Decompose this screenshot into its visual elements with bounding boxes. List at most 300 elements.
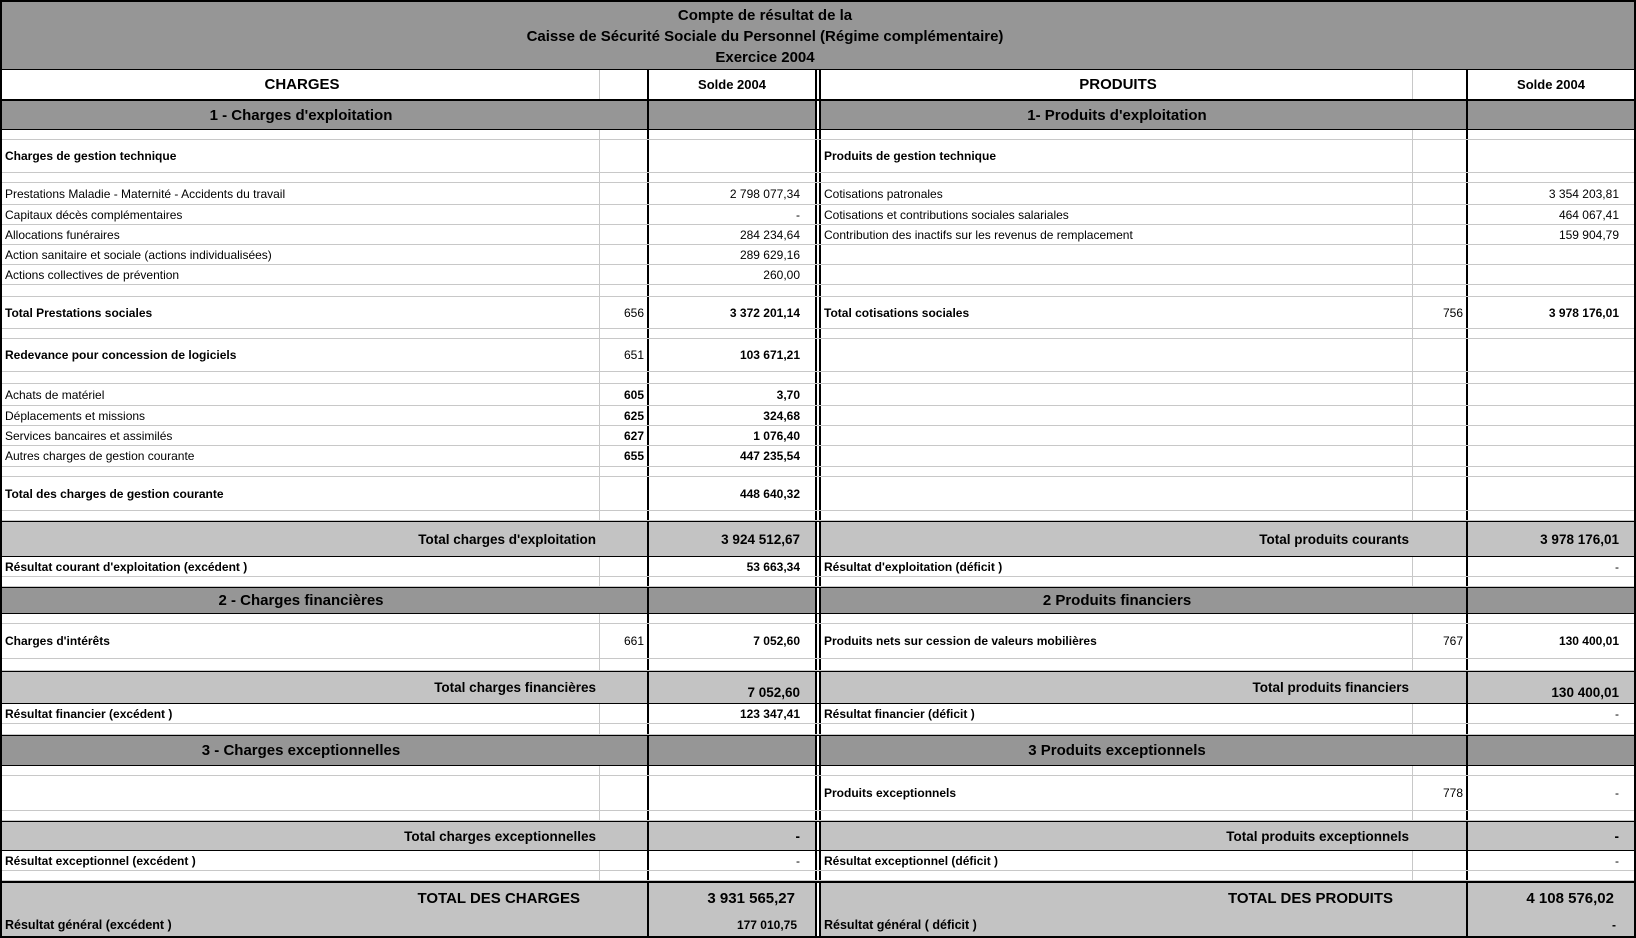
line-item-row: [2, 557, 1634, 577]
grand-result-line: [821, 914, 1634, 936]
amount-value: -: [647, 851, 815, 870]
subtotal-value: -: [647, 822, 815, 850]
subtotal-label: Total produits courants: [1259, 531, 1409, 547]
account-code: [1413, 140, 1466, 172]
line-item-label: [821, 329, 1413, 338]
line-item-label: Total cotisations sociales: [821, 297, 1413, 328]
charges-half: [2, 265, 815, 284]
amount-value: -: [1466, 776, 1634, 810]
line-item-label: [2, 173, 600, 182]
amount-value: 260,00: [647, 265, 815, 284]
report-title: [2, 2, 1634, 70]
amount-value: [647, 577, 815, 586]
spacer-row: [2, 329, 1634, 339]
line-item-row: [2, 297, 1634, 329]
subtotal-value: 7 052,60: [647, 672, 815, 703]
amount-value: [647, 811, 815, 820]
amount-value: 464 067,41: [1466, 205, 1634, 224]
line-item-label: [821, 130, 1413, 139]
account-code: [600, 477, 647, 510]
charges-half: [2, 101, 815, 129]
amount-value: [1466, 766, 1634, 775]
account-code: 651: [623, 348, 644, 362]
account-code: [1413, 245, 1466, 264]
charges-half: [2, 173, 815, 182]
amount-value: [1466, 406, 1634, 425]
amount-value: [647, 776, 815, 810]
line-item-label: [2, 372, 600, 383]
line-item-label: [821, 871, 1413, 880]
grand-total-line: [821, 883, 1634, 914]
account-code: [1413, 183, 1466, 204]
produits-half: [821, 577, 1634, 586]
spacer-row: [2, 130, 1634, 140]
line-item-label: [821, 245, 1413, 264]
line-item-label: [2, 511, 600, 520]
produits-half: [821, 822, 1634, 850]
grand-result-value: 177 010,75: [647, 914, 815, 936]
produits-half: [821, 557, 1634, 576]
line-item-label: [2, 577, 600, 586]
section-value-cell: [1466, 101, 1634, 129]
produits-half: [821, 70, 1634, 99]
line-item-row: [2, 225, 1634, 245]
account-code: [1413, 704, 1466, 723]
grand-result-label: Résultat général ( déficit ): [824, 917, 977, 932]
spacer-row: [2, 577, 1634, 587]
grand-total-line: [2, 883, 815, 914]
line-item-row: [2, 624, 1634, 659]
account-code: 627: [623, 428, 644, 443]
grand-result-line: [2, 914, 815, 936]
account-code: 756: [1442, 305, 1463, 320]
section-title: 2 - Charges financières: [218, 592, 384, 609]
charges-half: [2, 406, 815, 425]
line-item-label: Actions collectives de prévention: [2, 265, 600, 284]
amount-value: [1466, 285, 1634, 296]
account-code: [1413, 426, 1466, 445]
account-code: [600, 724, 647, 734]
account-code: [1413, 130, 1466, 139]
produits-half: [821, 883, 1634, 936]
amount-value: 159 904,79: [1466, 225, 1634, 244]
amount-value: [1466, 245, 1634, 264]
account-code: [600, 577, 647, 586]
line-item-row: [2, 406, 1634, 426]
amount-value: [647, 659, 815, 670]
account-code: [1413, 329, 1466, 338]
subtotal-label: Total charges exceptionnelles: [404, 828, 596, 844]
account-code-header-cell: [1413, 70, 1466, 99]
produits-half: [821, 173, 1634, 182]
produits-half: [821, 659, 1634, 670]
account-code: [1413, 205, 1466, 224]
produits-half: [821, 776, 1634, 810]
account-code: [1413, 811, 1466, 820]
amount-value: [1466, 426, 1634, 445]
charges-half: [2, 225, 815, 244]
amount-value: [1466, 265, 1634, 284]
account-code: [1413, 477, 1466, 510]
line-item-row: [2, 245, 1634, 265]
produits-half: [821, 467, 1634, 476]
section-value-cell: [647, 588, 815, 613]
account-code: [600, 173, 647, 182]
produits-half: [821, 871, 1634, 880]
account-code: 767: [1442, 634, 1463, 648]
amount-value: [647, 285, 815, 296]
produits-half: [821, 811, 1634, 820]
account-code: 656: [623, 305, 644, 320]
line-item-label: [821, 446, 1413, 466]
account-code: [600, 265, 647, 284]
line-item-label: Résultat exceptionnel (déficit ): [821, 851, 1413, 870]
charges-half: [2, 522, 815, 556]
solde-2004-right-header: Solde 2004: [1466, 70, 1634, 99]
charges-half: [2, 384, 815, 405]
amount-value: 284 234,64: [647, 225, 815, 244]
line-item-label: [821, 811, 1413, 820]
grand-total-label: TOTAL DES PRODUITS: [1227, 889, 1393, 907]
produits-half: [821, 265, 1634, 284]
account-code: [600, 372, 647, 383]
account-code: [1413, 557, 1466, 576]
line-item-label: Action sanitaire et sociale (actions individualisées): [2, 245, 600, 264]
produits-half: [821, 614, 1634, 623]
produits-half: [821, 339, 1634, 371]
solde-2004-left-header: Solde 2004: [647, 70, 815, 99]
amount-value: 324,68: [647, 406, 815, 425]
amount-value: 103 671,21: [647, 339, 815, 371]
section-value-cell: [647, 736, 815, 765]
amount-value: 123 347,41: [647, 704, 815, 723]
charges-half: [2, 329, 815, 338]
account-code: [1413, 265, 1466, 284]
spacer-row: [2, 173, 1634, 183]
amount-value: 448 640,32: [647, 477, 815, 510]
section-value-cell: [647, 101, 815, 129]
line-item-label: [2, 329, 600, 338]
account-code: [600, 205, 647, 224]
produits-half: [821, 672, 1634, 703]
line-item-label: Services bancaires et assimilés: [2, 426, 600, 445]
line-item-label: Cotisations et contributions sociales salariales: [821, 205, 1413, 224]
amount-value: [1466, 467, 1634, 476]
subtotal-row: [2, 821, 1634, 851]
subtotal-value: 130 400,01: [1466, 672, 1634, 703]
line-item-label: Total Prestations sociales: [2, 297, 600, 328]
charges-half: [2, 776, 815, 810]
line-item-row: [2, 477, 1634, 511]
amount-value: [647, 372, 815, 383]
line-item-label: Produits exceptionnels: [821, 776, 1413, 810]
amount-value: [647, 140, 815, 172]
line-item-label: [821, 477, 1413, 510]
spacer-row: [2, 811, 1634, 821]
section-title: 1 - Charges d'exploitation: [209, 106, 393, 124]
line-item-row: [2, 704, 1634, 724]
produits-half: [821, 297, 1634, 328]
account-code: [1413, 339, 1466, 371]
spacer-row: [2, 724, 1634, 735]
charges-half: [2, 883, 815, 936]
account-code: 778: [1442, 786, 1463, 800]
charges-half: [2, 205, 815, 224]
line-item-label: [821, 384, 1413, 405]
spacer-row: [2, 766, 1634, 776]
account-code: 625: [623, 408, 644, 423]
account-code: [600, 871, 647, 880]
line-item-row: [2, 426, 1634, 446]
amount-value: [1466, 577, 1634, 586]
account-code: [1413, 225, 1466, 244]
account-code: [600, 557, 647, 576]
account-code: [600, 225, 647, 244]
line-item-label: [2, 614, 600, 623]
amount-value: [647, 766, 815, 775]
line-item-label: [821, 511, 1413, 520]
line-item-label: [821, 372, 1413, 383]
amount-value: [647, 724, 815, 734]
grand-total-label: TOTAL DES CHARGES: [417, 889, 580, 907]
report-title-line3: Exercice 2004: [715, 49, 815, 66]
spacer-row: [2, 467, 1634, 477]
statement-body: [2, 100, 1634, 936]
account-code: [600, 614, 647, 623]
line-item-label: [2, 467, 600, 476]
amount-value: -: [1466, 851, 1634, 870]
amount-value: 1 076,40: [647, 426, 815, 445]
produits-half: [821, 477, 1634, 510]
charges-half: [2, 285, 815, 296]
amount-value: [1466, 446, 1634, 466]
line-item-label: [2, 811, 600, 820]
account-code: [1413, 446, 1466, 466]
produits-half: [821, 736, 1634, 765]
charges-half: [2, 446, 815, 466]
account-code: [600, 766, 647, 775]
line-item-label: [2, 285, 600, 296]
produits-half: [821, 511, 1634, 520]
amount-value: [1466, 724, 1634, 734]
line-item-label: [821, 724, 1413, 734]
account-code: [1413, 871, 1466, 880]
line-item-label: Produits de gestion technique: [821, 140, 1413, 172]
subtotal-label: Total charges d'exploitation: [418, 531, 596, 547]
amount-value: [1466, 871, 1634, 880]
charges-half: [2, 477, 815, 510]
line-item-label: Charges d'intérêts: [2, 624, 600, 658]
account-code: [1413, 406, 1466, 425]
amount-value: -: [647, 205, 815, 224]
spacer-row: [2, 614, 1634, 624]
amount-value: [647, 511, 815, 520]
amount-value: 3 354 203,81: [1466, 183, 1634, 204]
section-header-row: [2, 735, 1634, 766]
account-code: [600, 467, 647, 476]
produits-half: [821, 372, 1634, 383]
charges-half: [2, 811, 815, 820]
line-item-label: Résultat exceptionnel (excédent ): [2, 851, 600, 870]
line-item-label: [821, 426, 1413, 445]
charges-half: [2, 183, 815, 204]
line-item-label: [821, 659, 1413, 670]
produits-half: [821, 140, 1634, 172]
line-item-label: [821, 265, 1413, 284]
charges-half: [2, 577, 815, 586]
line-item-label: Contribution des inactifs sur les revenus de remplacement: [821, 225, 1413, 244]
line-item-label: [821, 285, 1413, 296]
subtotal-label: Total charges financières: [434, 680, 596, 695]
produits-half: [821, 624, 1634, 658]
account-code: [600, 851, 647, 870]
account-code: [1413, 659, 1466, 670]
grand-total-value: 4 108 576,02: [1466, 883, 1634, 914]
charges-half: [2, 297, 815, 328]
amount-value: 447 235,54: [647, 446, 815, 466]
line-item-label: Déplacements et missions: [2, 406, 600, 425]
grand-result-label: Résultat général (excédent ): [5, 917, 172, 932]
charges-half: [2, 736, 815, 765]
amount-value: 2 798 077,34: [647, 183, 815, 204]
charges-half: [2, 70, 815, 99]
grand-total-value: 3 931 565,27: [647, 883, 815, 914]
amount-value: [1466, 614, 1634, 623]
amount-value: 289 629,16: [647, 245, 815, 264]
charges-half: [2, 511, 815, 520]
line-item-row: [2, 183, 1634, 205]
charges-half: [2, 822, 815, 850]
amount-value: 3,70: [647, 384, 815, 405]
produits-half: [821, 766, 1634, 775]
amount-value: [1466, 372, 1634, 383]
line-item-label: Autres charges de gestion courante: [2, 446, 600, 466]
line-item-label: [821, 577, 1413, 586]
amount-value: 3 372 201,14: [647, 297, 815, 328]
produits-half: [821, 588, 1634, 613]
charges-half: [2, 614, 815, 623]
charges-half: [2, 871, 815, 880]
column-header-row: [2, 70, 1634, 100]
line-item-label: Total des charges de gestion courante: [2, 477, 600, 510]
spacer-row: [2, 659, 1634, 671]
account-code: 605: [623, 387, 644, 402]
charges-half: [2, 467, 815, 476]
line-item-label: [821, 406, 1413, 425]
produits-half: [821, 101, 1634, 129]
line-item-row: [2, 140, 1634, 173]
charges-half: [2, 851, 815, 870]
account-code: [600, 245, 647, 264]
amount-value: [1466, 511, 1634, 520]
line-item-label: Résultat financier (excédent ): [2, 704, 600, 723]
charges-half: [2, 130, 815, 139]
line-item-label: Allocations funéraires: [2, 225, 600, 244]
spacer-row: [2, 372, 1634, 384]
charges-half: [2, 557, 815, 576]
amount-value: [647, 130, 815, 139]
line-item-row: [2, 776, 1634, 811]
subtotal-label: Total produits financiers: [1252, 680, 1409, 695]
amount-value: 3 978 176,01: [1466, 297, 1634, 328]
amount-value: [1466, 173, 1634, 182]
line-item-label: Résultat courant d'exploitation (excédent ): [2, 557, 600, 576]
line-item-row: [2, 265, 1634, 285]
charges-half: [2, 672, 815, 703]
account-code: 655: [623, 449, 644, 463]
section-title: 3 - Charges exceptionnelles: [201, 742, 401, 759]
account-code: [600, 659, 647, 670]
amount-value: 7 052,60: [647, 624, 815, 658]
amount-value: 53 663,34: [647, 557, 815, 576]
account-code-header-cell: [600, 70, 647, 99]
charges-half: [2, 372, 815, 383]
line-item-label: Résultat d'exploitation (déficit ): [821, 557, 1413, 576]
amount-value: [1466, 329, 1634, 338]
subtotal-value: -: [1466, 822, 1634, 850]
amount-value: [1466, 384, 1634, 405]
produits-half: [821, 384, 1634, 405]
charges-half: [2, 245, 815, 264]
amount-value: 130 400,01: [1466, 624, 1634, 658]
account-code: [600, 511, 647, 520]
produits-half: [821, 522, 1634, 556]
line-item-label: [2, 659, 600, 670]
charges-half: [2, 659, 815, 670]
subtotal-value: 3 924 512,67: [647, 522, 815, 556]
account-code: [1413, 511, 1466, 520]
account-code: [600, 776, 647, 810]
charges-half: [2, 724, 815, 734]
produits-half: [821, 329, 1634, 338]
charges-half: [2, 766, 815, 775]
line-item-row: [2, 205, 1634, 225]
account-code: [600, 183, 647, 204]
charges-half: [2, 704, 815, 723]
produits-half: [821, 704, 1634, 723]
subtotal-value: 3 978 176,01: [1466, 522, 1634, 556]
section-title: 3 Produits exceptionnels: [1028, 742, 1206, 759]
line-item-label: [2, 776, 600, 810]
produits-half: [821, 183, 1634, 204]
section-value-cell: [1466, 736, 1634, 765]
grand-result-value: -: [1466, 914, 1634, 936]
line-item-label: [821, 339, 1413, 371]
produits-half: [821, 446, 1634, 466]
account-code: [1413, 467, 1466, 476]
spacer-row: [2, 511, 1634, 521]
account-code: [600, 811, 647, 820]
amount-value: [1466, 130, 1634, 139]
line-item-label: [2, 871, 600, 880]
line-item-label: [821, 766, 1413, 775]
amount-value: -: [1466, 557, 1634, 576]
charges-half: [2, 426, 815, 445]
produits-half: [821, 724, 1634, 734]
produits-half: [821, 426, 1634, 445]
line-item-label: [821, 173, 1413, 182]
section-header-row: [2, 587, 1634, 614]
produits-half: [821, 406, 1634, 425]
line-item-label: [821, 467, 1413, 476]
line-item-label: Cotisations patronales: [821, 183, 1413, 204]
line-item-label: Redevance pour concession de logiciels: [2, 339, 600, 371]
account-code: [1413, 851, 1466, 870]
produits-column-header: PRODUITS: [821, 70, 1413, 99]
produits-half: [821, 245, 1634, 264]
amount-value: [647, 467, 815, 476]
account-code: [1413, 724, 1466, 734]
